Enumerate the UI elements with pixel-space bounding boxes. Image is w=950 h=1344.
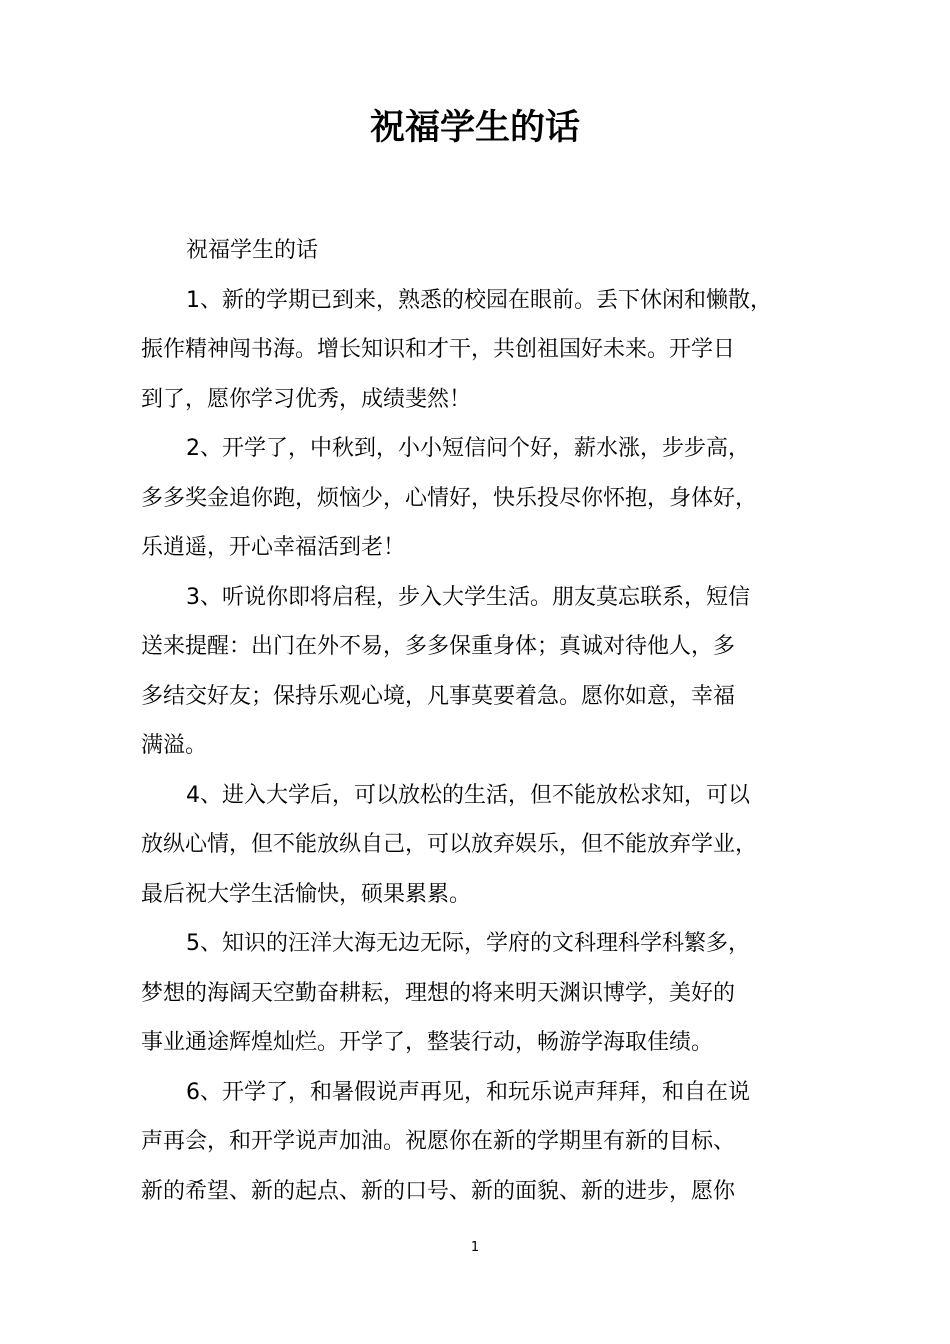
paragraph-line: 最后祝大学生活愉快，硕果累累。: [141, 881, 472, 907]
paragraph-line: 多结交好友；保持乐观心境，凡事莫要着急。愿你如意，幸福: [141, 683, 736, 709]
paragraph-line: 事业通途辉煌灿烂。开学了，整装行动，畅游学海取佳绩。: [141, 1030, 714, 1055]
paragraph-line: 3、听说你即将启程，步入大学生活。朋友莫忘联系，短信: [186, 584, 750, 610]
paragraph-line: 放纵心情，但不能放纵自己，可以放弃娱乐，但不能放弃学业，: [141, 832, 758, 857]
paragraph-1: [141, 276, 831, 425]
paragraph-line: 4、进入大学后，可以放松的生活，但不能放松求知，可以: [186, 782, 750, 808]
subtitle-paragraph: [141, 226, 831, 276]
paragraph-3: [141, 573, 831, 771]
paragraph-line: 5、知识的汪洋大海无边无际，学府的文科理科学科繁多，: [186, 931, 750, 956]
page-number: 1: [470, 1240, 480, 1255]
document-title: 祝福学生的话: [369, 108, 580, 148]
paragraph-line: 到了，愿你学习优秀，成绩斐然！: [141, 386, 472, 412]
paragraph-line: 振作精神闯书海。增长知识和才干，共创祖国好未来。开学日: [141, 337, 736, 362]
paragraph-line: 2、开学了，中秋到，小小短信问个好，薪水涨，步步高，: [186, 436, 750, 461]
paragraph-line: 梦想的海阔天空勤奋耕耘，理想的将来明天渊识博学，美好的: [141, 980, 736, 1006]
paragraph-4: [141, 771, 831, 920]
subtitle-line: 祝福学生的话: [186, 238, 319, 263]
paragraph-line: 送来提醒：出门在外不易，多多保重身体；真诚对待他人，多: [141, 634, 736, 659]
paragraph-line: 乐逍遥，开心幸福活到老！: [141, 535, 406, 560]
paragraph-2: [141, 424, 831, 573]
paragraph-line: 6、开学了，和暑假说声再见，和玩乐说声拜拜，和自在说: [186, 1079, 750, 1105]
paragraph-line: 多多奖金追你跑，烦恼少，心情好，快乐投尽你怀抱，身体好，: [141, 485, 758, 511]
paragraph-line: 声再会，和开学说声加油。祝愿你在新的学期里有新的目标、: [141, 1129, 736, 1154]
paragraph-line: 满溢。: [141, 733, 208, 758]
paragraph-6: [141, 1068, 831, 1217]
paragraph-5: [141, 919, 831, 1068]
paragraph-line: 1、新的学期已到来，熟悉的校园在眼前。丢下休闲和懒散，: [186, 287, 772, 313]
paragraph-line: 新的希望、新的起点、新的口号、新的面貌、新的进步，愿你: [141, 1178, 736, 1204]
document-body: [141, 226, 831, 1216]
